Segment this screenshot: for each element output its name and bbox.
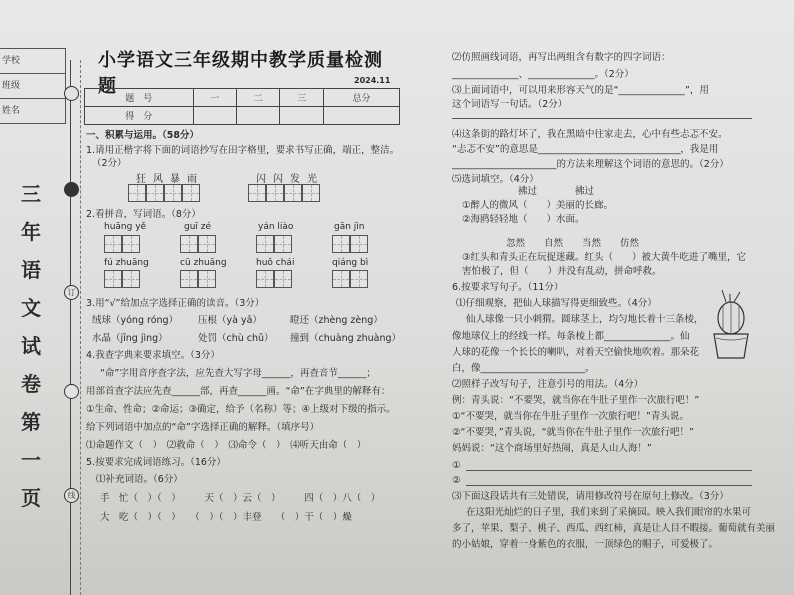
question-6: 6.按要求写句子。（11分） xyxy=(452,282,564,293)
question-line: ③红头和青头正在玩捉迷藏。红头（ ）被大黄牛吃进了嘴里，它 xyxy=(462,252,747,263)
char: 闪 xyxy=(273,174,290,185)
question-5: 5.按要求完成词语练习。（16分） xyxy=(86,457,226,468)
section-heading: 一、积累与运用。（58分） xyxy=(86,130,199,141)
student-info-box xyxy=(0,48,66,124)
tianzige-box[interactable] xyxy=(122,270,140,288)
cactus-illustration xyxy=(708,290,754,360)
tianzige-box[interactable] xyxy=(266,184,284,202)
tianzige-box[interactable] xyxy=(274,270,292,288)
binding-line xyxy=(70,60,71,595)
example-line: ①“不要哭，就当你在牛肚子里作一次旅行吧！”青头说。 xyxy=(452,411,689,422)
passage-line: 白，像______________________。 xyxy=(452,363,595,374)
score-header-cell: 二 xyxy=(237,89,280,107)
cut-line xyxy=(80,60,81,595)
sentence-to-rewrite: 妈妈说：“这个商场里好热闹，真是人山人海！” xyxy=(452,443,652,454)
question-6-sub: ⑴仔细观察，把仙人球描写得更细致些。（4分） xyxy=(456,298,657,309)
score-cell[interactable] xyxy=(193,107,236,125)
question-4-line: ①生命、性命；②命运；③确定，给予（名称）等；④上级对下级的指示。 xyxy=(86,404,396,415)
vertical-char: 页 xyxy=(21,486,41,510)
pinyin: yán liào xyxy=(258,222,294,232)
score-header-cell: 题 号 xyxy=(85,89,194,107)
pinyin: gān jìn xyxy=(334,222,365,232)
school-row: 学校 xyxy=(0,48,66,74)
answer-line[interactable] xyxy=(452,118,752,119)
score-header-cell: 总分 xyxy=(323,89,399,107)
word-options: 忽然 自然 当然 仿然 xyxy=(506,238,640,249)
question-line: ①醉人的微风（ ）美丽的长廊。 xyxy=(462,200,614,211)
tianzige-box[interactable] xyxy=(256,270,274,288)
reading-option[interactable]: 绒球（yóng róng） xyxy=(92,315,179,326)
question-2: 2.看拼音，写词语。（8分） xyxy=(86,209,201,220)
pinyin: qiáng bì xyxy=(332,258,369,268)
tianzige-row xyxy=(128,184,200,202)
vertical-char: 第 xyxy=(21,410,41,434)
char: 风 xyxy=(153,174,170,185)
answer-label: ② xyxy=(452,475,461,486)
tianzige-row xyxy=(332,270,368,288)
example-line: ②“不要哭，”青头说，“就当你在牛肚子里作一次旅行吧！” xyxy=(452,427,694,438)
question-1: 1.请用正楷字将下面的词语抄写在田字格里，要求书写正确，端正，整洁。 xyxy=(86,145,400,156)
question-4-line: 用部首查字法应先查______部，再查______画。“命”在字典里的解释有： xyxy=(86,386,391,397)
tianzige-row xyxy=(256,270,292,288)
passage-line: 的小姑娘，穿着一身紫色的衣服，一顶绿色的帽子，可爱极了。 xyxy=(452,539,719,550)
question-5-sub: ⑴补充词语。（6分） xyxy=(96,474,183,485)
tianzige-row xyxy=(256,235,292,253)
question-line: 害怕极了，但（ ）并没有乱动，拼命呼救。 xyxy=(462,266,662,277)
reading-option[interactable]: 压根（yà yā） xyxy=(198,315,262,326)
binding-hole-ding: 订 xyxy=(64,285,79,300)
answer-line[interactable] xyxy=(466,485,752,486)
tianzige-box[interactable] xyxy=(302,184,320,202)
fill-word-row: 大 吃（ ）（ ） （ ）（ ）丰登 （ ）干（ ）燥 xyxy=(100,512,352,523)
question-4-line: 给下列词语中加点的“命”字选择正确的解释。（填序号） xyxy=(86,422,320,433)
class-row: 班级 xyxy=(0,74,66,99)
vertical-char: 卷 xyxy=(21,372,41,396)
tianzige-box[interactable] xyxy=(128,184,146,202)
passage-line: 多了，苹果、梨子、桃子、西瓜、西红柿，真是让人目不暇接。葡萄就有美丽 xyxy=(452,523,776,534)
reading-option[interactable]: 瞪还（zhèng zèng） xyxy=(290,315,383,326)
pinyin: fú zhuāng xyxy=(104,258,149,268)
answer-label: ① xyxy=(452,460,461,471)
question-line: ⑶上面词语中，可以用来形容天气的是“______________”，用 xyxy=(452,85,709,96)
copy-word-1 xyxy=(136,170,204,185)
copy-word-2 xyxy=(256,170,324,185)
question-line: ______________________的方法来理解这个词语的意思的。（2分） xyxy=(452,159,729,170)
exam-date: 2024.11 xyxy=(354,76,391,85)
pinyin: huāng yě xyxy=(104,222,147,232)
tianzige-box[interactable] xyxy=(256,235,274,253)
tianzige-box[interactable] xyxy=(350,270,368,288)
vertical-char: 试 xyxy=(21,334,41,358)
vertical-char: 语 xyxy=(21,258,41,282)
question-4: 4.我查字典来要求填空。（3分） xyxy=(86,350,220,361)
tianzige-row xyxy=(248,184,320,202)
fill-word-row: 手 忙（ ）（ ） 天（ ）云（ ） 四（ ）八（ ） xyxy=(100,493,381,504)
tianzige-box[interactable] xyxy=(104,235,122,253)
tianzige-box[interactable] xyxy=(332,270,350,288)
tianzige-box[interactable] xyxy=(104,270,122,288)
pinyin: guī zé xyxy=(184,222,212,232)
question-6-sub: ⑶下面这段话共有三处错误，请用修改符号在原句上修改。（3分） xyxy=(452,491,729,502)
question-line: “忐忑不安”的意思是______________________________，我是用 xyxy=(452,144,719,155)
tianzige-box[interactable] xyxy=(198,235,216,253)
example-line: 例：青头说：“不要哭，就当你在牛肚子里作一次旅行吧！” xyxy=(452,395,700,406)
tianzige-box[interactable] xyxy=(164,184,182,202)
passage-line: 在这阳光灿烂的日子里，我们来到了采摘园。映入我们眼帘的水果可 xyxy=(466,507,752,518)
tianzige-row xyxy=(332,235,368,253)
tianzige-box[interactable] xyxy=(332,235,350,253)
question-line: ②海鸥轻轻地（ ）水面。 xyxy=(462,214,585,225)
tianzige-box[interactable] xyxy=(274,235,292,253)
vertical-char: 三 xyxy=(21,182,41,206)
reading-option[interactable]: 处罚（chù chǔ） xyxy=(198,333,274,344)
tianzige-box[interactable] xyxy=(180,270,198,288)
vertical-title xyxy=(18,178,44,520)
tianzige-box[interactable] xyxy=(182,184,200,202)
passage-line: 仙人球像一只小刺猬。圆球茎上，均匀地长着十三条棱， xyxy=(466,314,704,325)
tianzige-box[interactable] xyxy=(248,184,266,202)
tianzige-row xyxy=(180,270,216,288)
tianzige-box[interactable] xyxy=(122,235,140,253)
question-line: ⑸选词填空。（4分） xyxy=(452,174,539,185)
tianzige-box[interactable] xyxy=(146,184,164,202)
word-options: 拂过 拂过 xyxy=(518,186,595,197)
vertical-char: 一 xyxy=(21,448,41,472)
score-header-cell: 一 xyxy=(193,89,236,107)
question-line: ⑷这条街的路灯坏了，我在黑暗中往家走去，心中有些忐忑不安。 xyxy=(452,129,728,140)
char: 光 xyxy=(307,174,324,185)
question-4-line: ⑴命题作文（ ） ⑵救命（ ） ⑶命令（ ） ⑷听天由命（ ） xyxy=(86,440,367,451)
char: 闪 xyxy=(256,174,273,185)
passage-line: 人球的花像一个长长的喇叭，对着天空偷快地吹着。那朵花 xyxy=(452,347,700,358)
exam-title: 小学语文三年级期中教学质量检测题 xyxy=(98,50,383,97)
tianzige-row xyxy=(104,270,140,288)
pinyin: huǒ chái xyxy=(256,258,295,268)
char: 狂 xyxy=(136,174,153,185)
tianzige-row xyxy=(104,235,140,253)
binding-hole xyxy=(64,182,79,197)
score-cell-label: 得 分 xyxy=(85,107,194,125)
char: 雨 xyxy=(187,174,204,185)
vertical-char: 年 xyxy=(21,220,41,244)
pinyin: cū zhuāng xyxy=(180,258,227,268)
passage-line: 像地球仪上的经线一样。每条棱上都______________。仙 xyxy=(452,331,690,342)
char: 发 xyxy=(290,174,307,185)
question-4-line: “命”字用音序查字法，应先查大写字母______，再查音节______； xyxy=(100,368,376,379)
tianzige-row xyxy=(180,235,216,253)
name-row: 姓名 xyxy=(0,99,66,124)
tianzige-box[interactable] xyxy=(180,235,198,253)
score-cell[interactable] xyxy=(237,107,280,125)
answer-line[interactable] xyxy=(466,470,752,471)
binding-hole-xian: 线 xyxy=(64,488,79,503)
score-table xyxy=(84,88,400,125)
tianzige-box[interactable] xyxy=(284,184,302,202)
question-line: ⑵仿照画线词语，再写出两组含有数字的四字词语： xyxy=(452,52,671,63)
question-3: 3.用“√”给加点字选择正确的读音。（3分） xyxy=(86,298,265,309)
score-cell[interactable] xyxy=(280,107,323,125)
reading-option[interactable]: 水晶（jīng jìng） xyxy=(92,333,168,344)
question-6-sub: ⑵照样子改写句子，注意引号的用法。（4分） xyxy=(452,379,644,390)
question-line: 这个词语写一句话。（2分） xyxy=(452,99,568,110)
binding-hole xyxy=(64,86,79,101)
tianzige-box[interactable] xyxy=(198,270,216,288)
tianzige-box[interactable] xyxy=(350,235,368,253)
question-line: ______________、______________。（2分） xyxy=(452,69,634,80)
score-cell[interactable] xyxy=(323,107,399,125)
binding-hole xyxy=(64,384,79,399)
char: 暴 xyxy=(170,174,187,185)
vertical-char: 文 xyxy=(21,296,41,320)
question-1-score: （2分） xyxy=(92,158,127,169)
reading-option[interactable]: 撞到（chuàng zhuàng） xyxy=(290,333,402,344)
score-header-cell: 三 xyxy=(280,89,323,107)
